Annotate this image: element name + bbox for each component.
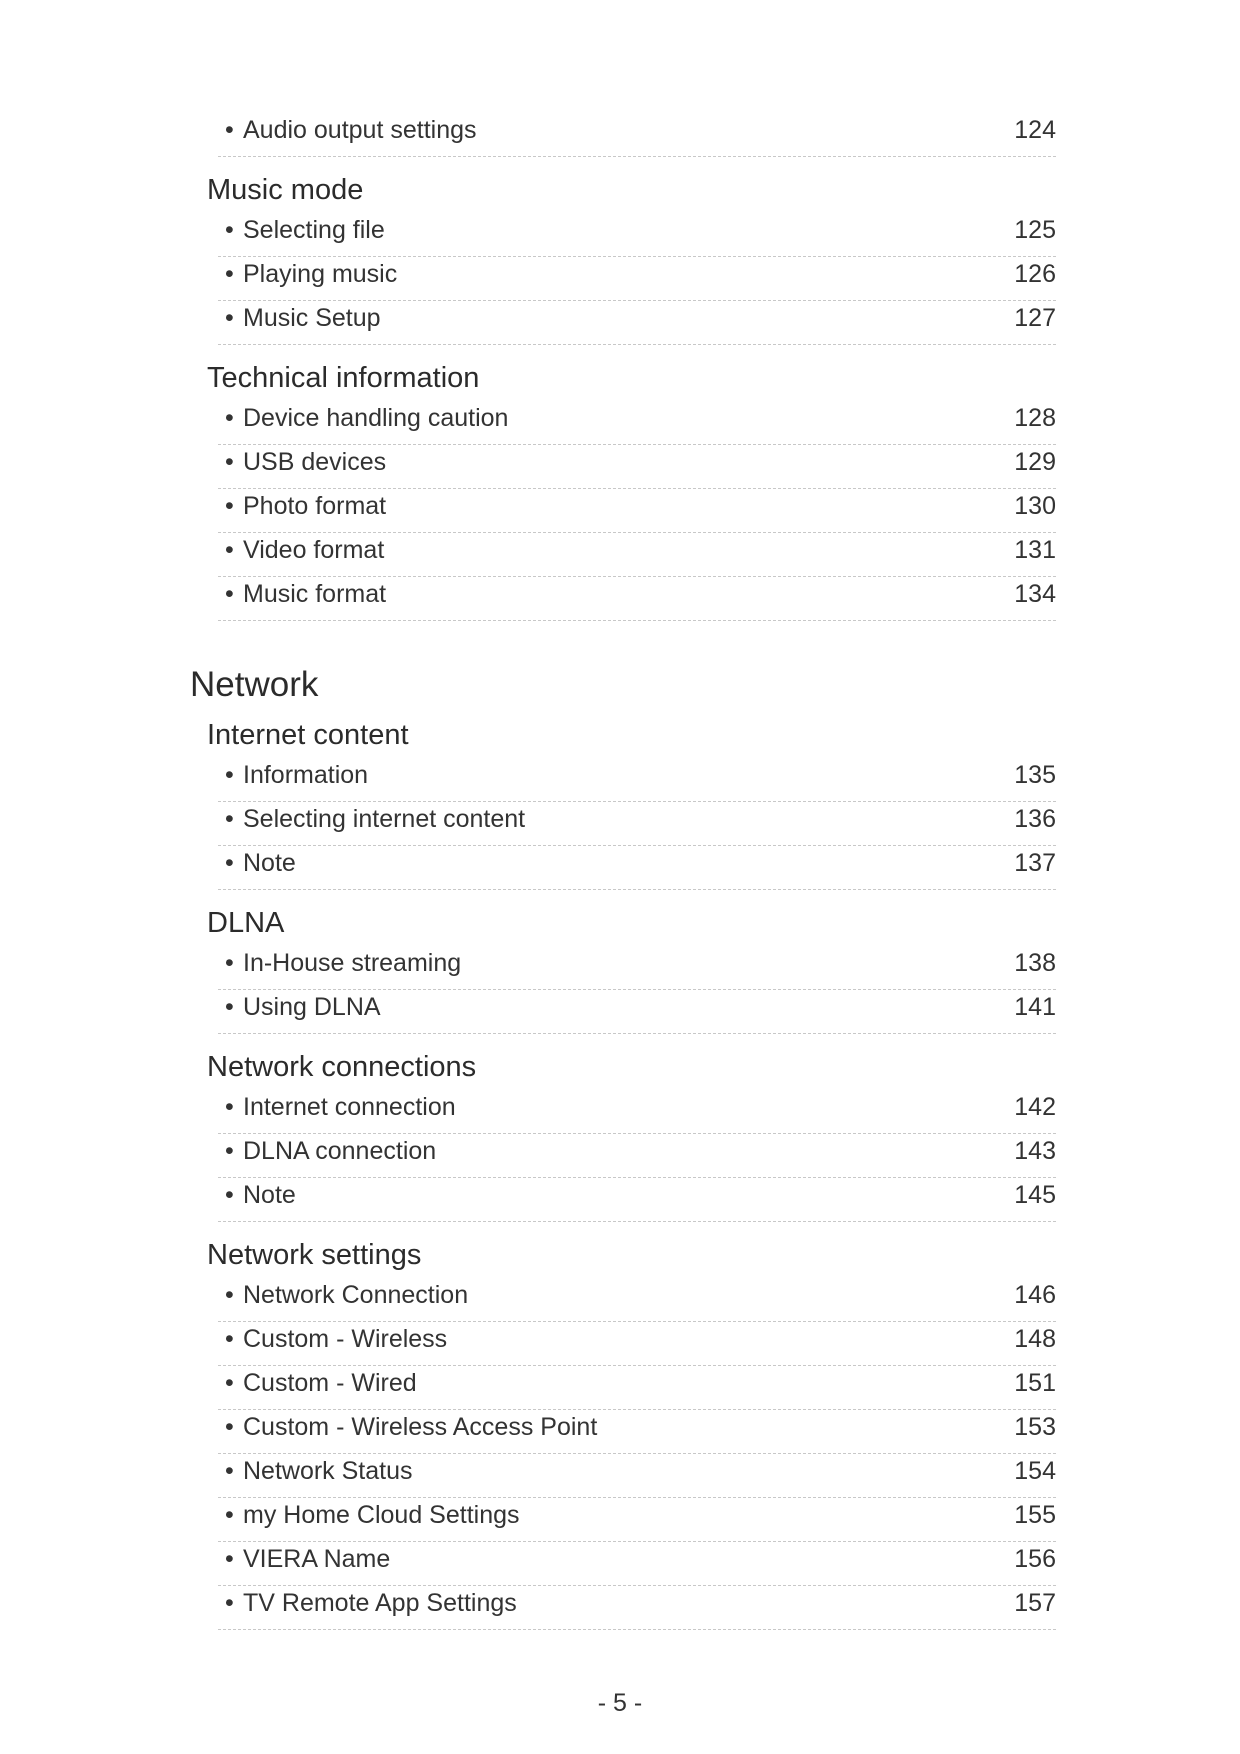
toc-entry-internet-connection[interactable] [218, 1090, 1056, 1134]
entry-page: 151 [1014, 1369, 1056, 1397]
entry-page: 154 [1014, 1457, 1056, 1485]
page-number: - 5 - [597, 1689, 643, 1717]
subheading-music-mode[interactable]: Music mode [207, 174, 364, 206]
bullet-icon: • [225, 1181, 234, 1209]
toc-entry-network-connection[interactable] [218, 1278, 1056, 1322]
entry-label: Device handling caution [243, 404, 509, 432]
entry-page: 130 [1014, 492, 1056, 520]
bullet-icon: • [225, 492, 234, 520]
entry-page: 135 [1014, 761, 1056, 789]
entry-page: 153 [1014, 1413, 1056, 1441]
entry-page: 124 [1014, 116, 1056, 144]
bullet-icon: • [225, 260, 234, 288]
entry-label: Network Status [243, 1457, 413, 1485]
toc-entry-dlna-connection[interactable] [218, 1134, 1056, 1178]
bullet-icon: • [225, 404, 234, 432]
entry-page: 148 [1014, 1325, 1056, 1353]
entry-label: Selecting file [243, 216, 385, 244]
entry-label: TV Remote App Settings [243, 1589, 517, 1617]
toc-entry-music-format[interactable] [218, 577, 1056, 621]
entry-label: Note [243, 1181, 296, 1209]
bullet-icon: • [225, 1369, 234, 1397]
entry-label: Playing music [243, 260, 398, 288]
entry-label: Custom - Wired [243, 1369, 417, 1397]
bullet-icon: • [225, 1589, 234, 1617]
entry-label: Internet connection [243, 1093, 456, 1121]
bullet-icon: • [225, 1325, 234, 1353]
toc-entry-using-dlna[interactable] [218, 990, 1056, 1034]
bullet-icon: • [225, 761, 234, 789]
entry-page: 138 [1014, 949, 1056, 977]
entry-label: my Home Cloud Settings [243, 1501, 520, 1529]
entry-label: Note [243, 849, 296, 877]
entry-page: 131 [1014, 536, 1056, 564]
bullet-icon: • [225, 536, 234, 564]
entry-label: VIERA Name [243, 1545, 391, 1573]
toc-entry-custom-wireless[interactable] [218, 1322, 1056, 1366]
toc-entry-playing-music[interactable] [218, 257, 1056, 301]
bullet-icon: • [225, 1137, 234, 1165]
bullet-icon: • [225, 448, 234, 476]
entry-label: Music Setup [243, 304, 381, 332]
subheading-network-connections[interactable]: Network connections [207, 1051, 477, 1083]
bullet-icon: • [225, 993, 234, 1021]
bullet-icon: • [225, 116, 234, 144]
entry-label: In-House streaming [243, 949, 462, 977]
subheading-internet-content[interactable]: Internet content [207, 719, 409, 751]
toc-entry-in-house-streaming[interactable] [218, 946, 1056, 990]
entry-page: 157 [1014, 1589, 1056, 1617]
entry-page: 142 [1014, 1093, 1056, 1121]
toc-entry-custom-wireless-access-point[interactable] [218, 1410, 1056, 1454]
toc-entry-network-status[interactable] [218, 1454, 1056, 1498]
entry-label: Music format [243, 580, 387, 608]
toc-entry-custom-wired[interactable] [218, 1366, 1056, 1410]
toc-entry-information[interactable] [218, 758, 1056, 802]
bullet-icon: • [225, 1093, 234, 1121]
bullet-icon: • [225, 580, 234, 608]
entry-label: Custom - Wireless Access Point [243, 1413, 598, 1441]
toc-entry-tv-remote-app-settings[interactable] [218, 1586, 1056, 1630]
entry-label: DLNA connection [243, 1137, 437, 1165]
heading-network[interactable]: Network [190, 665, 319, 704]
entry-label: Audio output settings [243, 116, 477, 144]
entry-page: 156 [1014, 1545, 1056, 1573]
entry-label: Information [243, 761, 369, 789]
entry-page: 146 [1014, 1281, 1056, 1309]
entry-page: 136 [1014, 805, 1056, 833]
entry-page: 155 [1014, 1501, 1056, 1529]
bullet-icon: • [225, 1545, 234, 1573]
entry-page: 128 [1014, 404, 1056, 432]
bullet-icon: • [225, 949, 234, 977]
bullet-icon: • [225, 1281, 234, 1309]
entry-page: 127 [1014, 304, 1056, 332]
entry-page: 129 [1014, 448, 1056, 476]
entry-page: 141 [1014, 993, 1056, 1021]
toc-entry-note[interactable] [218, 1178, 1056, 1222]
entry-label: Network Connection [243, 1281, 469, 1309]
toc-entry-usb-devices[interactable] [218, 445, 1056, 489]
bullet-icon: • [225, 216, 234, 244]
toc-entry-viera-name[interactable] [218, 1542, 1056, 1586]
bullet-icon: • [225, 1457, 234, 1485]
toc-entry-selecting-file[interactable] [218, 213, 1056, 257]
entry-label: Using DLNA [243, 993, 381, 1021]
toc-entry-my-home-cloud-settings[interactable] [218, 1498, 1056, 1542]
toc-entry-selecting-internet-content[interactable] [218, 802, 1056, 846]
entry-label: USB devices [243, 448, 387, 476]
toc-entry-device-handling-caution[interactable] [218, 401, 1056, 445]
entry-page: 137 [1014, 849, 1056, 877]
subheading-dlna[interactable]: DLNA [207, 907, 285, 939]
entry-page: 125 [1014, 216, 1056, 244]
bullet-icon: • [225, 849, 234, 877]
bullet-icon: • [225, 1501, 234, 1529]
toc-entry-video-format[interactable] [218, 533, 1056, 577]
entry-label: Video format [243, 536, 385, 564]
toc-entry-note[interactable] [218, 846, 1056, 890]
subheading-network-settings[interactable]: Network settings [207, 1239, 422, 1271]
bullet-icon: • [225, 805, 234, 833]
subheading-technical-information[interactable]: Technical information [207, 362, 480, 394]
toc-entry-audio-output-settings[interactable] [218, 113, 1056, 157]
entry-page: 134 [1014, 580, 1056, 608]
entry-label: Selecting internet content [243, 805, 526, 833]
toc-entry-music-setup[interactable] [218, 301, 1056, 345]
entry-page: 143 [1014, 1137, 1056, 1165]
entry-label: Photo format [243, 492, 387, 520]
toc-entry-photo-format[interactable] [218, 489, 1056, 533]
entry-page: 145 [1014, 1181, 1056, 1209]
bullet-icon: • [225, 1413, 234, 1441]
bullet-icon: • [225, 304, 234, 332]
entry-label: Custom - Wireless [243, 1325, 448, 1353]
entry-page: 126 [1014, 260, 1056, 288]
